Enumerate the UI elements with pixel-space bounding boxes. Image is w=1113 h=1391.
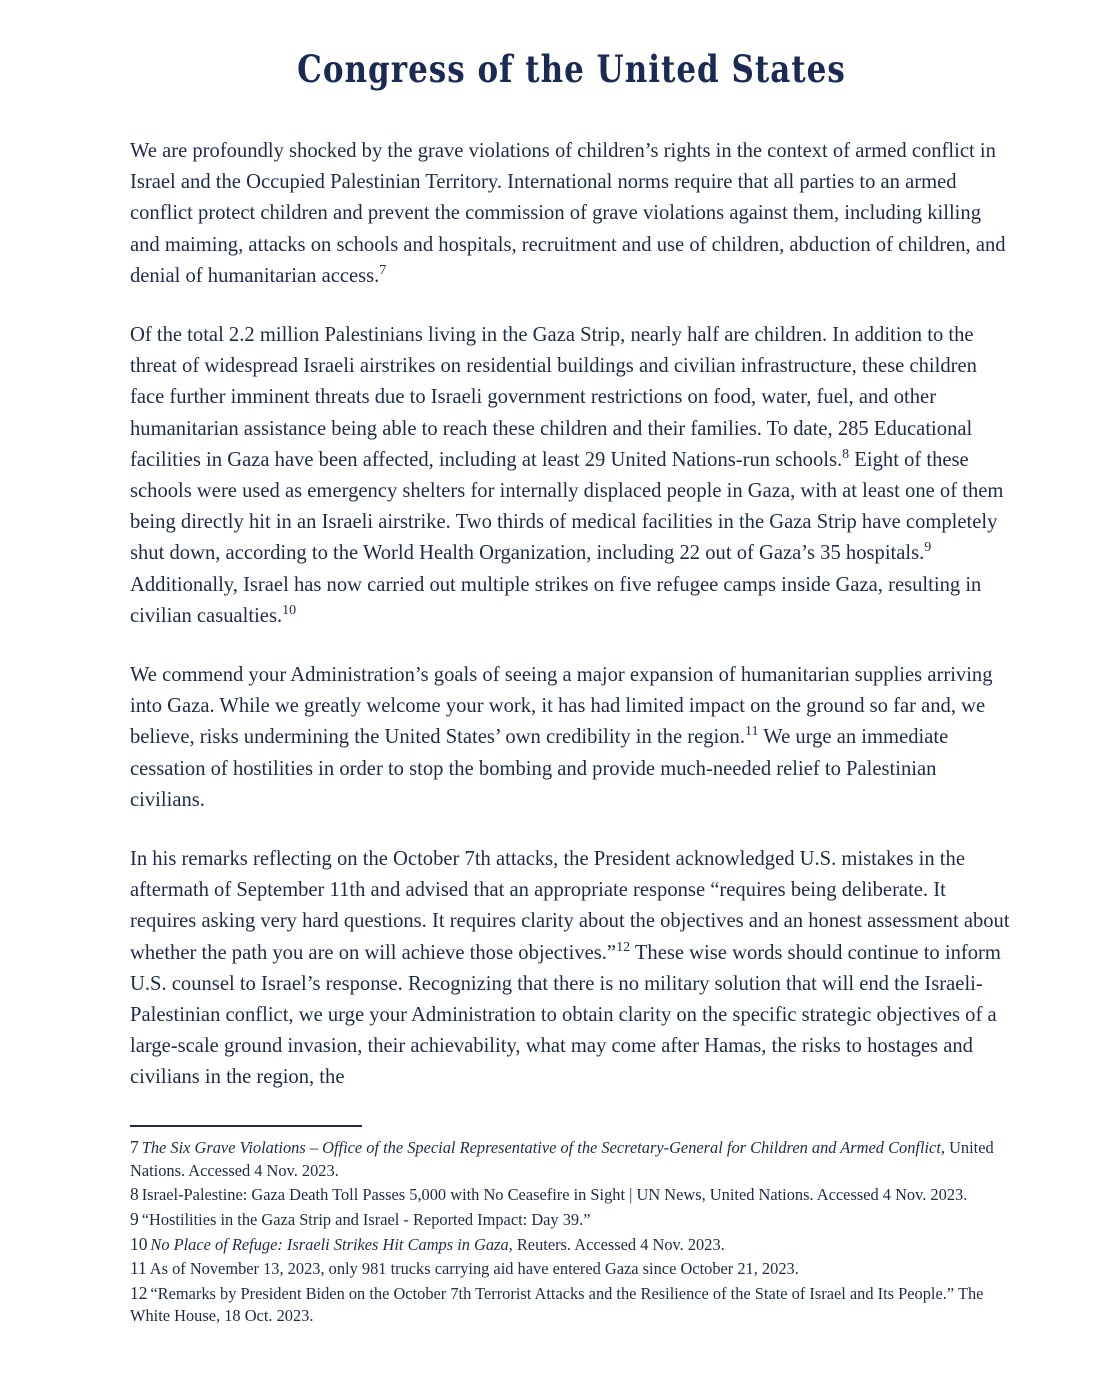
letterhead-title-text: Congress of the United States: [297, 48, 846, 92]
footnote-item: 9 “Hostilities in the Gaza Strip and Israel - Reported Impact: Day 39.”: [130, 1209, 591, 1230]
footnote-reference[interactable]: 8: [842, 446, 850, 462]
para-1: We are profoundly shocked by the grave violations of children’s rights in the context of armed conflict in Israel and the Occupied Palestinian Territory. International norms require that all parties to an armed conflict protect children and prevent the commission of grave violations against them, including killing and maiming, attacks on schools and hospitals, recruitment and use of children, abduction of children, and denial of humanitarian access.$^7$: [130, 140, 1006, 287]
document-body: [130, 136, 1013, 1094]
footnote-number: 7: [130, 1137, 139, 1158]
footnote-item: 7 The Six Grave Violations – Office of the Special Representative of the Secretary-General for Children and Armed Conflict, United Nations. Accessed 4 Nov. 2023.: [130, 1137, 994, 1180]
footnote-item: 12 “Remarks by President Biden on the October 7th Terrorist Attacks and the Resilience of the State of Israel and Its People.” The White House, 18 Oct. 2023.: [130, 1282, 984, 1326]
footnote-reference[interactable]: 12: [616, 939, 631, 955]
para-2: Of the total 2.2 million Palestinians living in the Gaza Strip, nearly half are children. In addition to the threat of widespread Israeli airstrikes on residential buildings and civilian infrastructure, these children face further imminent threats due to Israeli government restrictions on food, water, fuel, and other humanitarian assistance being able to reach these children and their families. To date, 285 Educational facilities in Gaza have been affected, including at least 29 United Nations-run schools.$^8$ Eight of these schools were used as emergency shelters for internally displaced people in Gaza, with at least one of them being directly hit in an Israeli airstrike. Two thirds of medical facilities in the Gaza Strip have completely shut down, according to the World Health Organization, including 22 out of Gaza’s 35 hospitals.$^9$ Additionally, Israel has now carried out multiple strikes on five refugee camps inside Gaza, resulting in civilian casualties.$^{10}$: [130, 324, 1004, 627]
letterhead-title: [130, 48, 1013, 92]
footnote-separator-rule: [130, 1125, 362, 1127]
footnote-reference[interactable]: 11: [745, 724, 759, 740]
footnote-item: 8 Israel-Palestine: Gaza Death Toll Passes 5,000 with No Ceasefire in Sight | UN News, United Nations. Accessed 4 Nov. 2023.: [130, 1184, 968, 1205]
footnote-reference[interactable]: 7: [379, 262, 387, 278]
footnote-number: 8: [130, 1184, 139, 1205]
footnote-number: 11: [130, 1258, 147, 1279]
footnote-item: 11 As of November 13, 2023, only 981 trucks carrying aid have entered Gaza since October 21, 2023.: [130, 1258, 799, 1279]
footnote-reference[interactable]: 10: [282, 602, 297, 618]
footnote-item: 10 No Place of Refuge: Israeli Strikes Hit Camps in Gaza, Reuters. Accessed 4 Nov. 2023.: [130, 1233, 725, 1254]
footnotes-section: [130, 1125, 1013, 1329]
footnote-number: 10: [130, 1233, 148, 1254]
footnote-reference[interactable]: 9: [924, 540, 932, 556]
para-4: In his remarks reflecting on the October 7th attacks, the President acknowledged U.S. mistakes in the aftermath of September 11th and advised that an appropriate response “requires being deliberate. It requires asking very hard questions. It requires clarity about the objectives and an honest assessment about whether the path you are on will achieve those objectives.”$^{12}$ These wise words should continue to inform U.S. counsel to Israel’s response. Recognizing that there is no military solution that will end the Israeli-Palestinian conflict, we urge your Administration to obtain clarity on the specific strategic objectives of a large-scale ground invasion, their achievability, what may come after Hamas, the risks to hostages and civilians in the region, the: [130, 848, 1010, 1089]
para-3: We commend your Administration’s goals of seeing a major expansion of humanitarian supplies arriving into Gaza. While we greatly welcome your work, it has had limited impact on the ground so far and, we believe, risks undermining the United States’ own credibility in the region.$^{11}$ We urge an immediate cessation of hostilities in order to stop the bombing and provide much-needed relief to Palestinian civilians.: [130, 664, 993, 811]
footnote-title-italic: No Place of Refuge: Israeli Strikes Hit Camps in Gaza: [150, 1234, 509, 1254]
footnote-number: 12: [130, 1282, 148, 1303]
footnote-list: [130, 1136, 1013, 1328]
footnote-title-italic: The Six Grave Violations – Office of the Special Representative of the Secretary-General for Children and Armed Conflict: [141, 1138, 941, 1158]
footnote-number: 9: [130, 1209, 139, 1230]
